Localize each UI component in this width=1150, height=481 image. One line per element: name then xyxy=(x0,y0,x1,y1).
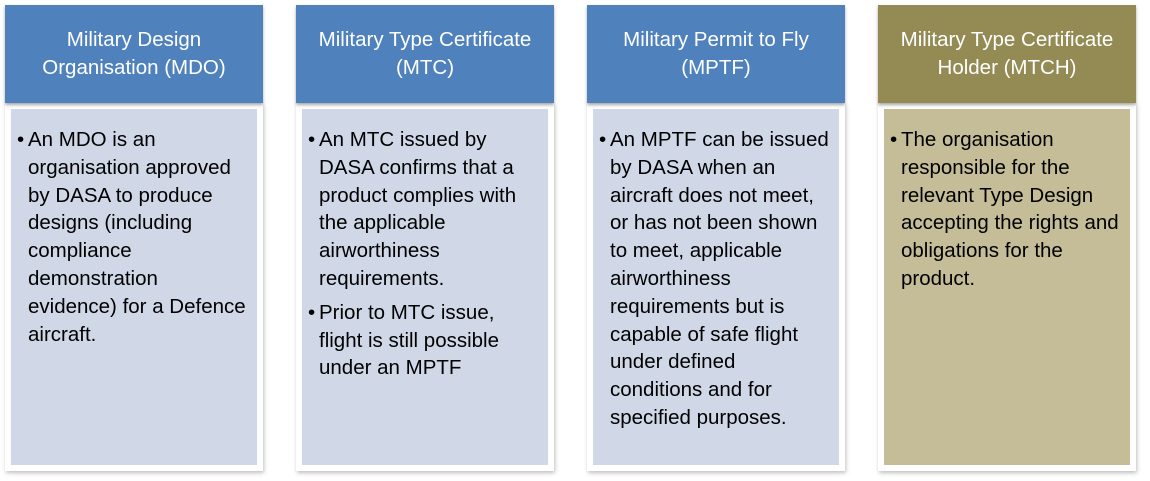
column-body-fill xyxy=(593,109,839,465)
column-mptf xyxy=(587,5,845,471)
bullet-list xyxy=(302,109,548,382)
column-title: Military Type Certificate Holder (MTCH) xyxy=(900,28,1114,79)
bullet-item: • An MPTF can be issued by DASA when an aircraft does not meet, or has not been shown to meet, applicable airworthiness requirements but is capable of safe flight under defined conditions and for specified purposes. xyxy=(599,126,833,432)
column-mtc xyxy=(296,5,554,471)
bullet-item: • The organisation responsible for the relevant Type Design accepting the rights and obligations for the product. xyxy=(890,126,1124,293)
column-header xyxy=(296,5,554,103)
bullet-item: • Prior to MTC issue, flight is still possible under an MPTF xyxy=(308,299,542,382)
column-body xyxy=(878,103,1136,471)
column-mdo xyxy=(5,5,263,471)
column-mtch xyxy=(878,5,1136,471)
bullet-item: • An MDO is an organisation approved by DASA to produce designs (including compliance demonstration evidence) for a Defence aircraft. xyxy=(17,126,251,348)
bullet-list xyxy=(593,109,839,432)
column-header xyxy=(587,5,845,103)
column-body-fill xyxy=(884,109,1130,465)
column-body-fill xyxy=(302,109,548,465)
column-body-fill xyxy=(11,109,257,465)
column-title: Military Permit to Fly (MPTF) xyxy=(623,28,809,79)
column-header xyxy=(5,5,263,103)
column-title: Military Type Certificate (MTC) xyxy=(318,28,532,79)
column-header xyxy=(878,5,1136,103)
bullet-item: • An MTC issued by DASA confirms that a product complies with the applicable airworthiness requirements. xyxy=(308,126,542,293)
column-body xyxy=(296,103,554,471)
column-title: Military Design Organisation (MDO) xyxy=(42,28,226,79)
column-body xyxy=(587,103,845,471)
bullet-list xyxy=(11,109,257,348)
column-body xyxy=(5,103,263,471)
bullet-list xyxy=(884,109,1130,293)
